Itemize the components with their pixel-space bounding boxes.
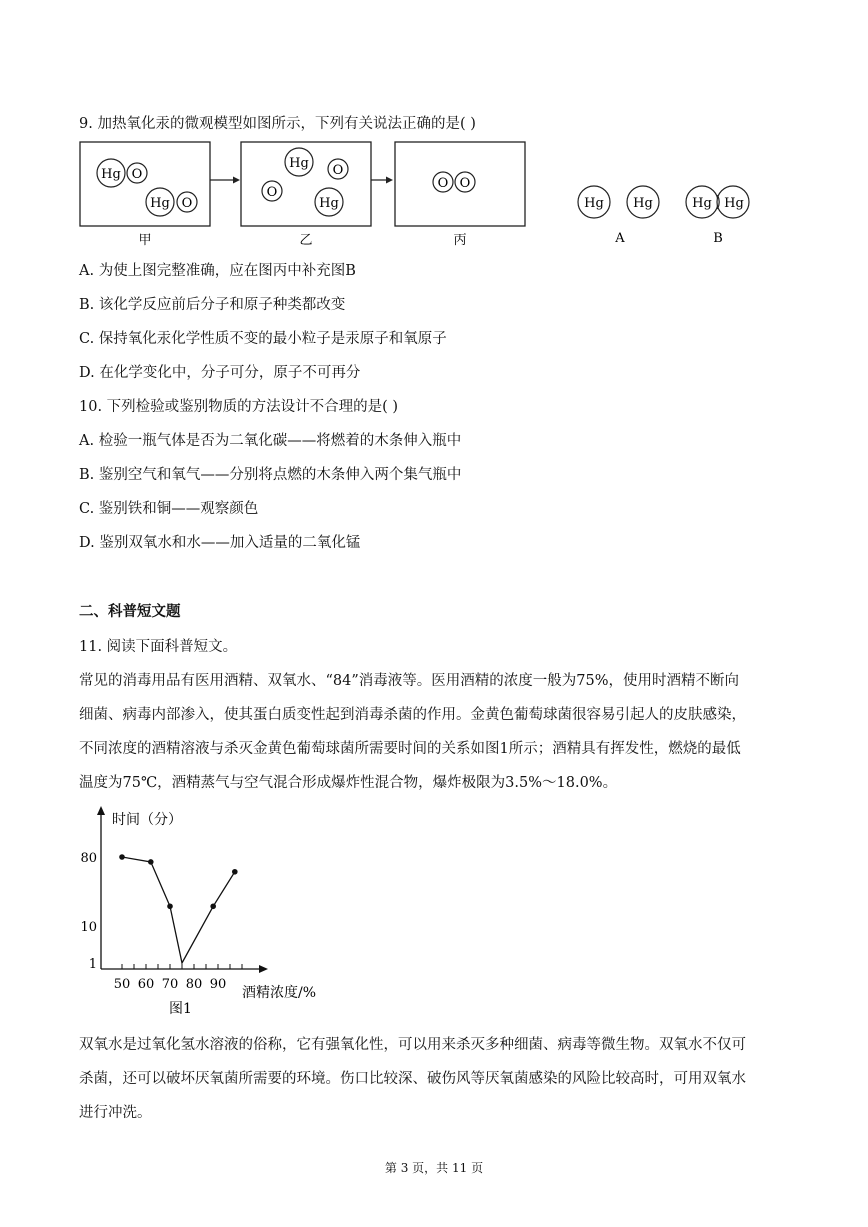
svg-text:O: O — [437, 176, 449, 191]
x-axis-label: 酒精浓度/% — [242, 985, 317, 1001]
section-title: 二、科普短文题 — [79, 604, 181, 620]
x-tick-label: 80 — [185, 977, 203, 992]
svg-text:Hg: Hg — [150, 196, 170, 211]
q11-para2-line2: 杀菌，还可以破坏厌氧菌所需要的环境。伤口比较深、破伤风等厌氧菌感染的风险比较高时，可用双氧水 — [79, 1071, 746, 1087]
svg-text:O: O — [266, 185, 278, 200]
q9-diagram — [0, 136, 868, 246]
data-point — [148, 859, 154, 865]
box-label-yi: 乙 — [299, 233, 313, 246]
svg-text:O: O — [181, 196, 193, 211]
svg-text:Hg: Hg — [584, 196, 604, 211]
q11-para1-line3: 不同浓度的酒精溶液与杀灭金黄色葡萄球菌所需要时间的关系如图1所示；酒精具有挥发性，燃烧的最低 — [79, 741, 741, 757]
svg-text:Hg: Hg — [289, 156, 309, 171]
x-tick-label: 60 — [137, 977, 155, 992]
option-b-figure — [686, 186, 749, 218]
y-axis-arrow — [97, 806, 105, 815]
svg-text:Hg: Hg — [319, 196, 339, 211]
y-axis-label: 时间（分） — [112, 812, 182, 828]
hgo-molecule-jia-1 — [97, 159, 147, 187]
o2-molecule-bing — [433, 172, 475, 192]
x-tick-label: 50 — [113, 977, 131, 992]
q9-option-c: C. 保持氧化汞化学性质不变的最小粒子是汞原子和氧原子 — [79, 331, 447, 347]
y-tick-label: 80 — [80, 851, 97, 866]
x-axis-arrow — [259, 965, 268, 973]
q10-stem: 10. 下列检验或鉴别物质的方法设计不合理的是( ) — [79, 399, 399, 415]
y-tick-label: 1 — [88, 957, 97, 972]
q10-option-b: B. 鉴别空气和氧气——分别将点燃的木条伸入两个集气瓶中 — [79, 467, 462, 483]
atoms-yi — [262, 148, 348, 216]
box-label-bing: 丙 — [453, 233, 467, 246]
option-a-label: A — [615, 231, 625, 246]
data-point — [232, 869, 238, 875]
page-footer: 第 3 页，共 11 页 — [384, 1161, 484, 1175]
svg-text:O: O — [459, 176, 471, 191]
q11-stem: 11. 阅读下面科普短文。 — [79, 639, 238, 655]
q10-option-a: A. 检验一瓶气体是否为二氧化碳——将燃着的木条伸入瓶中 — [79, 433, 462, 449]
q9-option-d: D. 在化学变化中，分子可分，原子不可再分 — [79, 365, 361, 381]
figure-caption: 图1 — [169, 1001, 192, 1017]
data-point — [210, 903, 216, 909]
figure-1-chart — [70, 802, 370, 1022]
svg-text:Hg: Hg — [101, 167, 121, 182]
option-a-figure — [578, 186, 659, 218]
svg-text:Hg: Hg — [724, 196, 744, 211]
svg-text:O: O — [131, 167, 143, 182]
hgo-molecule-jia-2 — [146, 188, 197, 216]
data-point — [119, 854, 125, 860]
q10-option-c: C. 鉴别铁和铜——观察颜色 — [79, 501, 259, 517]
option-b-label: B — [713, 231, 723, 246]
y-tick-label: 10 — [80, 920, 97, 935]
box-label-jia: 甲 — [138, 233, 152, 246]
x-tick-label: 90 — [209, 977, 227, 992]
data-point — [167, 903, 173, 909]
q11-para2-line3: 进行冲洗。 — [79, 1105, 152, 1121]
q9-option-b: B. 该化学反应前后分子和原子种类都改变 — [79, 297, 346, 313]
q10-option-d: D. 鉴别双氧水和水——加入适量的二氧化锰 — [79, 535, 361, 551]
svg-text:O: O — [332, 163, 344, 178]
q11-para1-line1: 常见的消毒用品有医用酒精、双氧水、“84”消毒液等。医用酒精的浓度一般为75%，使用时酒精不断向 — [79, 673, 740, 689]
q9-option-a: A. 为使上图完整准确，应在图丙中补充图B — [79, 263, 356, 279]
q11-para1-line2: 细菌、病毒内部渗入，使其蛋白质变性起到消毒杀菌的作用。金黄色葡萄球菌很容易引起人的皮肤感染， — [79, 707, 746, 723]
diagram-box-jia — [80, 142, 210, 226]
q11-para1-line4: 温度为75℃，酒精蒸气与空气混合形成爆炸性混合物，爆炸极限为3.5%～18.0%。 — [79, 775, 618, 791]
x-tick-label: 70 — [161, 977, 179, 992]
svg-text:Hg: Hg — [692, 196, 712, 211]
q11-para2-line1: 双氧水是过氧化氢水溶液的俗称，它有强氧化性，可以用来杀灭多种细菌、病毒等微生物。双氧水不仅可 — [79, 1037, 746, 1053]
svg-text:Hg: Hg — [633, 196, 653, 211]
q9-stem: 9. 加热氧化汞的微观模型如图所示，下列有关说法正确的是( ) — [79, 116, 476, 132]
series-line — [122, 857, 235, 963]
